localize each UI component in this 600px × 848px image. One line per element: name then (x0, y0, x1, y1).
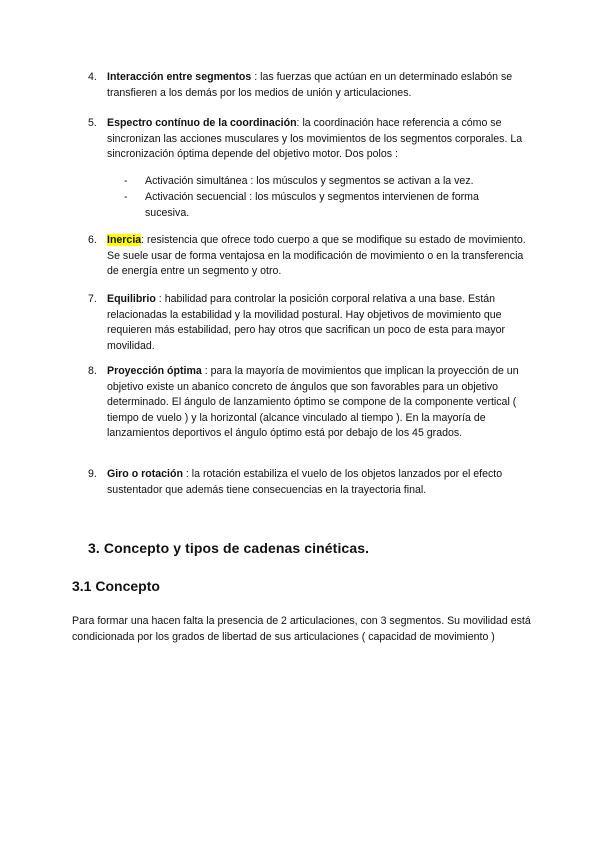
item-term: Giro o rotación (107, 468, 183, 480)
item-number: 7. (88, 293, 97, 305)
item-number: 9. (88, 468, 97, 480)
dash-bullet: - (124, 175, 128, 187)
item-separator: : (201, 365, 211, 377)
item-separator: : (141, 234, 148, 246)
item-number: 8. (88, 365, 97, 377)
list-item-4 (72, 70, 532, 101)
section-heading: 3. Concepto y tipos de cadenas cinéticas. (88, 540, 370, 556)
list-item-8 (72, 364, 532, 442)
item-term-highlighted: Inercia (107, 234, 142, 246)
item-text: la rotación estabiliza el vuelo de los objetos lanzados por el efecto sustentador que además tiene consecuencias en la trayectoria final. (107, 468, 503, 496)
item-text: las fuerzas que actúan en un determinado eslabón se transfieren a los demás por los medios de unión y articulaciones. (107, 71, 513, 99)
item-text: habilidad para controlar la posición corporal relativa a una base. Están relacionadas la estabilidad y la movilidad postural. Hay objetivos de movimiento que requieren más estabilidad, pero hay otros que sacrifican un poco de esta para mayor movilidad. (107, 293, 506, 352)
list-item-9 (72, 467, 532, 498)
item-separator: : (182, 468, 192, 480)
item-separator: : (155, 293, 165, 305)
item-number: 6. (88, 234, 97, 246)
list-item-6 (72, 233, 532, 280)
subsection-heading: 3.1 Concepto (72, 578, 160, 594)
item-term: Equilibrio (107, 293, 156, 305)
item-term: Interacción entre segmentos (107, 71, 252, 83)
dash-bullet: - (124, 191, 128, 203)
list-item-5 (72, 116, 532, 163)
item-term: Espectro contínuo de la coordinación (107, 117, 297, 129)
sub-item-text: Activación simultánea : los músculos y segmentos se activan a la vez. (145, 175, 474, 187)
list-item-7 (72, 292, 532, 354)
item-number: 5. (88, 117, 97, 129)
item-number: 4. (88, 71, 97, 83)
body-paragraph: Para formar una hacen falta la presencia de 2 articulaciones, con 3 segmentos. Su movilidad está condicionada por los grados de libertad de sus articulaciones ( capacidad de movimiento ) (72, 615, 531, 643)
item-text: la coordinación hace referencia a cómo se sincronizan las acciones musculares y los movimientos de los segmentos corporales. La sincronización óptima depende del objetivo motor. Dos polos : (107, 117, 523, 161)
item-text: resistencia que ofrece todo cuerpo a que se modifique su estado de movimiento. Se suele usar de forma ventajosa en la modificación de movimiento o en la transferencia de energía entre un segmento y otro. (107, 234, 526, 278)
sub-item-text: Activación secuencial : los músculos y segmentos intervienen de forma sucesiva. (145, 191, 479, 219)
item-term: Proyección óptima (107, 365, 202, 377)
item-separator: : (296, 117, 303, 129)
sub-item-simultanea (124, 174, 524, 190)
item-separator: : (251, 71, 261, 83)
sub-item-secuencial (124, 190, 524, 221)
item-text: para la mayoría de movimientos que implican la proyección de un objetivo existe un abanico concreto de ángulos que son favorables para un objetivo determinado. El ángulo de lanzamiento óptimo se compone de la componente vertical ( tiempo de vuelo ) y la horizontal (alcance vinculado al tiempo ). En la mayoría de lanzamientos deportivos el ángulo óptimo está por debajo de los 45 grados. (107, 365, 519, 440)
